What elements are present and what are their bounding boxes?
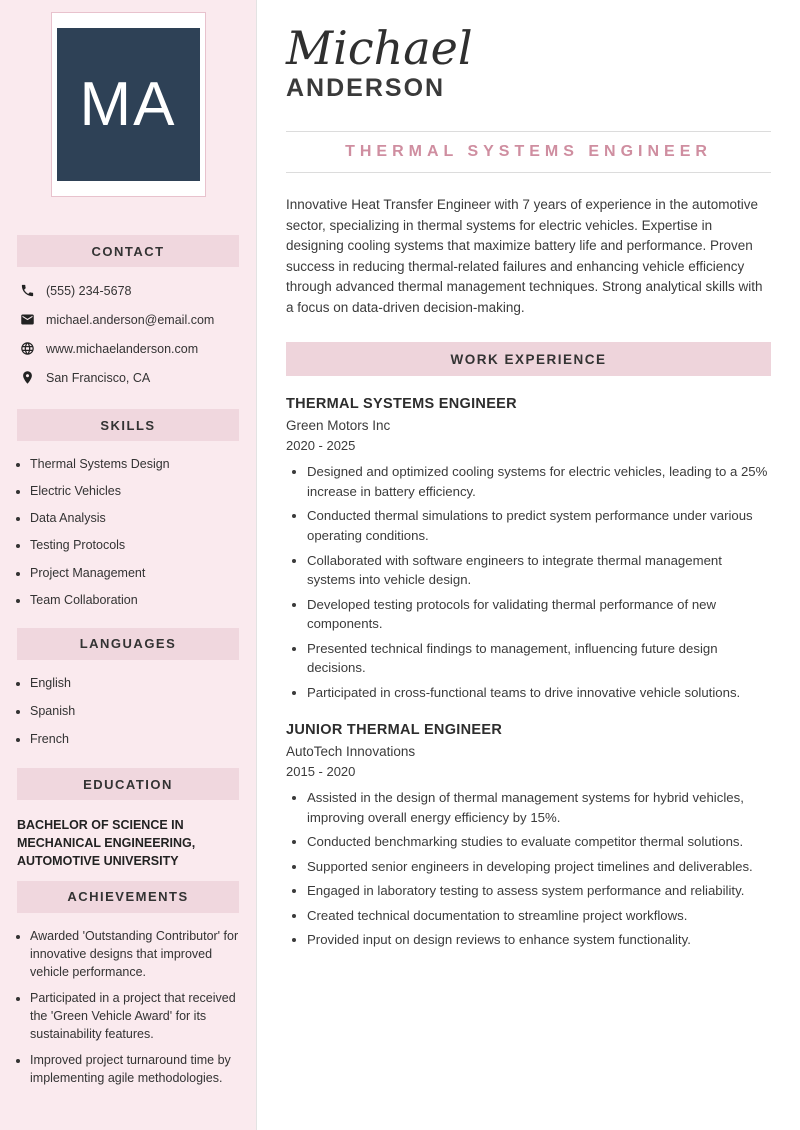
job-dates: 2020 - 2025	[286, 438, 356, 454]
main-content	[257, 0, 800, 1130]
achievements-section-header: ACHIEVEMENTS	[17, 881, 239, 913]
last-name: ANDERSON	[286, 74, 446, 103]
job-bullet: • Provided input on design reviews to enhance system functionality.	[307, 930, 771, 950]
globe-icon	[20, 341, 35, 356]
location-text: San Francisco, CA	[46, 370, 151, 385]
phone-number: (555) 234-5678	[46, 283, 132, 298]
contact-row-website	[20, 341, 238, 356]
job-entry-2	[286, 722, 771, 950]
languages-section-header: LANGUAGES	[17, 628, 239, 660]
headline-job-title: THERMAL SYSTEMS ENGINEER	[345, 143, 712, 161]
skills-section-header: SKILLS	[17, 409, 239, 441]
location-icon	[20, 370, 35, 385]
skill-item: • Thermal Systems Design	[30, 455, 242, 473]
job-bullet: • Engaged in laboratory testing to assess system performance and reliability.	[307, 881, 771, 901]
job-entry-1	[286, 396, 771, 702]
sidebar	[0, 0, 257, 1130]
language-item: • Spanish	[30, 702, 242, 720]
email-icon	[20, 312, 35, 327]
job-dates: 2015 - 2020	[286, 764, 356, 780]
achievement-item: • Participated in a project that received the 'Green Vehicle Award' for its sustainability features.	[30, 989, 242, 1043]
professional-summary: Innovative Heat Transfer Engineer with 7 years of experience in the automotive sector, specializing in thermal systems for electric vehicles. Expertise in designing cooling systems that maximize battery life and performance. Proven success in reducing thermal-related failures and enhancing vehicle efficiency through advanced thermal management techniques. Strong analytical skills with a focus on data-driven decision-making.	[286, 197, 763, 315]
contact-row-email	[20, 312, 238, 327]
work-experience-header: WORK EXPERIENCE	[286, 342, 771, 376]
email-address: michael.anderson@email.com	[46, 312, 215, 327]
contact-row-location	[20, 370, 238, 385]
job-role: THERMAL SYSTEMS ENGINEER	[286, 396, 517, 413]
job-bullets	[286, 788, 771, 950]
job-bullet: • Developed testing protocols for validating thermal performance of new components.	[307, 595, 771, 634]
job-bullets	[286, 462, 771, 702]
monogram-frame	[51, 12, 206, 197]
achievement-item: • Awarded 'Outstanding Contributor' for innovative designs that improved vehicle performance.	[30, 927, 242, 981]
job-role: JUNIOR THERMAL ENGINEER	[286, 722, 503, 739]
skill-item: • Project Management	[30, 564, 242, 582]
first-name: Michael	[286, 21, 473, 75]
phone-icon	[20, 283, 35, 298]
job-bullet: • Presented technical findings to management, influencing future design decisions.	[307, 639, 771, 678]
job-bullet: • Designed and optimized cooling systems for electric vehicles, leading to a 25% increase in battery efficiency.	[307, 462, 771, 501]
education-degree: BACHELOR OF SCIENCE IN MECHANICAL ENGINEERING, AUTOMOTIVE UNIVERSITY	[17, 818, 196, 869]
achievements-list	[0, 913, 256, 1106]
education-section-header: EDUCATION	[17, 768, 239, 800]
job-bullet: • Created technical documentation to streamline project workflows.	[307, 906, 771, 926]
skill-item: • Testing Protocols	[30, 536, 242, 554]
monogram: MA	[57, 28, 200, 181]
contact-list	[0, 267, 256, 409]
job-bullet: • Assisted in the design of thermal management systems for hybrid vehicles, improving overall energy efficiency by 15%.	[307, 788, 771, 827]
language-item: • English	[30, 674, 242, 692]
job-bullet: • Conducted benchmarking studies to evaluate competitor thermal solutions.	[307, 832, 771, 852]
job-bullet: • Conducted thermal simulations to predict system performance under various operating conditions.	[307, 506, 771, 545]
contact-row-phone	[20, 283, 238, 298]
job-bullet: • Participated in cross-functional teams to drive innovative vehicle solutions.	[307, 683, 771, 703]
job-bullet: • Supported senior engineers in developing project timelines and deliverables.	[307, 857, 771, 877]
job-bullet: • Collaborated with software engineers to integrate thermal management systems into vehicle design.	[307, 551, 771, 590]
language-item: • French	[30, 730, 242, 748]
languages-list	[0, 660, 256, 768]
title-block	[286, 131, 771, 173]
skill-item: • Team Collaboration	[30, 591, 242, 609]
contact-section-header: CONTACT	[17, 235, 239, 267]
website-url: www.michaelanderson.com	[46, 341, 199, 356]
achievement-item: • Improved project turnaround time by implementing agile methodologies.	[30, 1051, 242, 1087]
job-company: Green Motors Inc	[286, 418, 391, 434]
skill-item: • Electric Vehicles	[30, 482, 242, 500]
skill-item: • Data Analysis	[30, 509, 242, 527]
job-company: AutoTech Innovations	[286, 744, 416, 760]
skills-list	[0, 441, 256, 628]
